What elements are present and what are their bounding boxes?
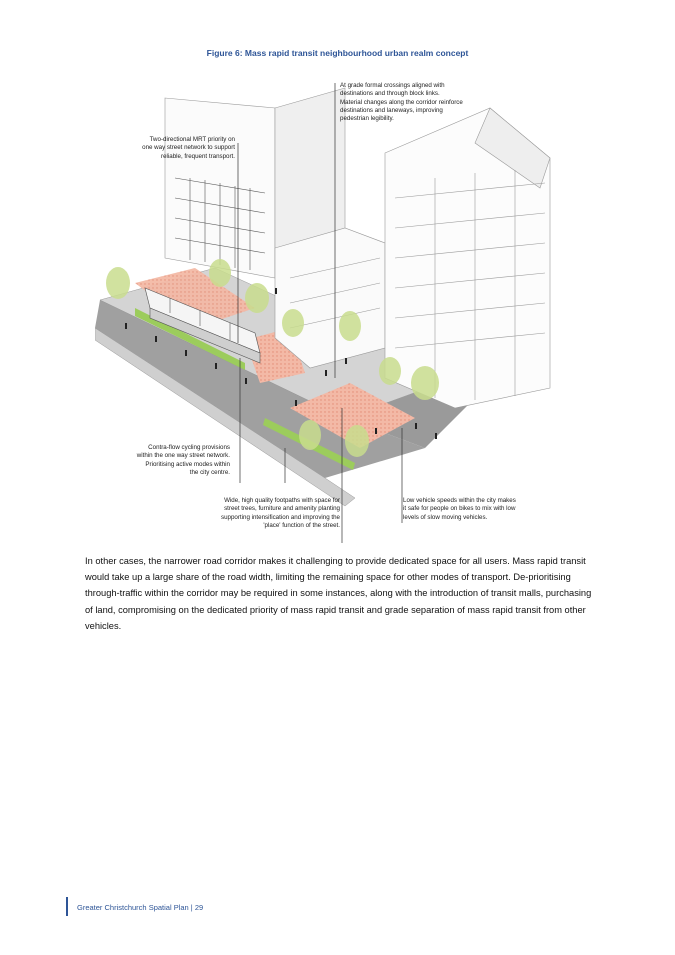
middle-building	[275, 228, 385, 368]
body-paragraph: In other cases, the narrower road corridor makes it challenging to provide dedicated space for all users. Mass rapid transit would take up a large share of the road width, limiting the remaining space for other modes of transport. De-prioritising through-traffic within the corridor may be required in some instances, along with the introduction of transit malls, purchasing of land, compromising on the dedicated priority of mass rapid transit and grade separation of mass rapid transit from other vehicles.	[85, 556, 592, 631]
callout-crossings: At grade formal crossings aligned with destinations and through block links. Material changes along the corridor reinforce destinations and laneways, improving pedestrian legibility.	[340, 82, 463, 123]
figure-title: Figure 6: Mass rapid transit neighbourhood urban realm concept	[206, 48, 469, 58]
footer-accent-bar	[66, 897, 68, 916]
footer-page-label: Greater Christchurch Spatial Plan | 29	[77, 903, 204, 912]
callout-cycling: Contra-flow cycling provisions within the one way street network. Prioritising active modes within the city centre.	[136, 444, 230, 476]
callout-low-speed: Low vehicle speeds within the city makes it safe for people on bikes to mix with low levels of slow moving vehicles.	[403, 497, 516, 521]
callout-mrt-priority: Two-directional MRT priority on one way street network to support reliable, frequent transport.	[142, 136, 235, 160]
residential-building-right	[385, 108, 550, 408]
callout-footpaths: Wide, high quality footpaths with space for street trees, furniture and amenity planting supporting intensification and improving the 'place' function of the street.	[220, 497, 340, 529]
